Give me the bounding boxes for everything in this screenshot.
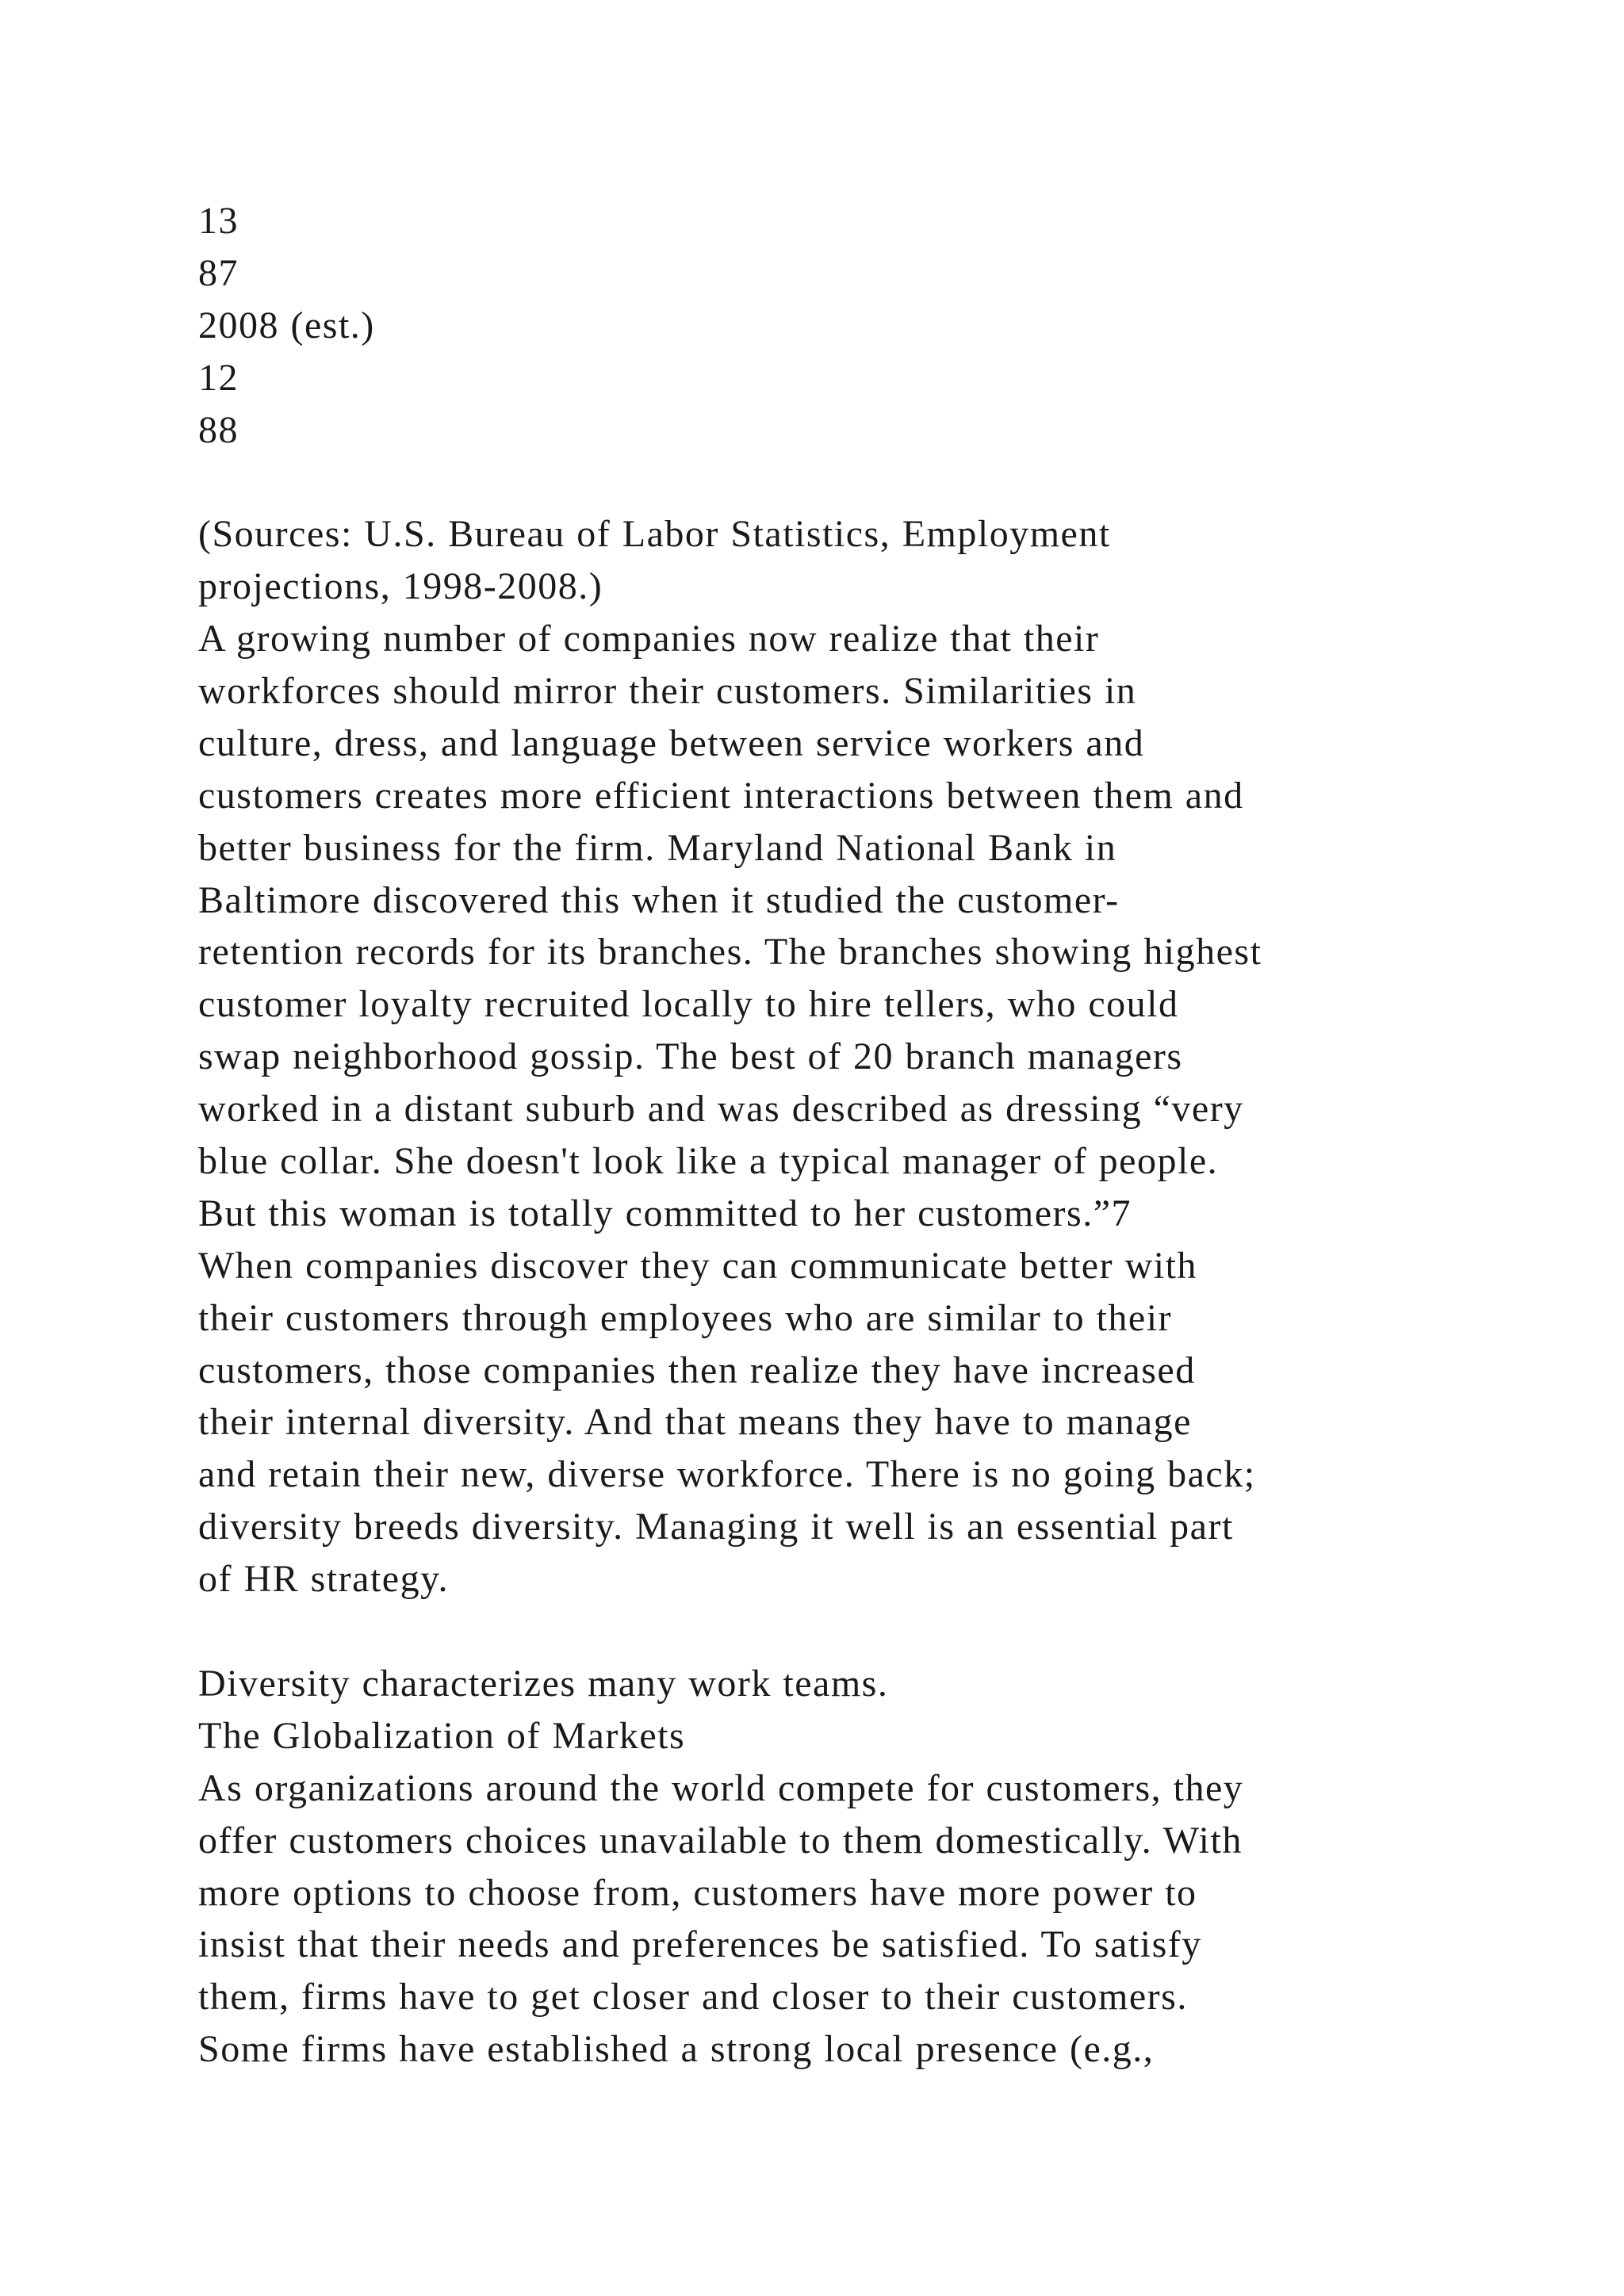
paragraph-line: them, firms have to get closer and closer to their customers. [198,1976,1188,2019]
table-value-12: 12 [198,356,239,399]
table-value-13: 13 [198,200,239,242]
blank-line [198,456,1499,508]
paragraph-line: customers creates more efficient interactions between them and [198,774,1244,817]
paragraph-line: and retain their new, diverse workforce. There is no going back; [198,1453,1256,1496]
table-value-88: 88 [198,408,239,451]
section-heading: The Globalization of Markets [198,1714,686,1757]
paragraph-line: diversity breeds diversity. Managing it well is an essential part [198,1506,1234,1548]
paragraph-line: culture, dress, and language between service workers and [198,721,1145,764]
paragraph-line: offer customers choices unavailable to them domestically. With [198,1819,1243,1862]
sources-line: projections, 1998-2008.) [198,565,603,608]
paragraph-line: of HR strategy. [198,1558,449,1601]
paragraph-line: Some firms have established a strong local presence (e.g., [198,2028,1155,2071]
paragraph-line: workforces should mirror their customers. Similarities in [198,670,1137,713]
paragraph-line: retention records for its branches. The branches showing highest [198,931,1262,974]
caption-line: Diversity characterizes many work teams. [198,1662,889,1705]
blank-line [198,1605,1499,1658]
paragraph-line: When companies discover they can communicate better with [198,1244,1197,1287]
paragraph-line: more options to choose from, customers have more power to [198,1871,1197,1914]
paragraph-line: their internal diversity. And that means they have to manage [198,1401,1192,1444]
paragraph-line: Baltimore discovered this when it studied the customer- [198,878,1120,921]
paragraph-line: swap neighborhood gossip. The best of 20 branch managers [198,1035,1183,1078]
sources-line: (Sources: U.S. Bureau of Labor Statistics, Employment [198,513,1111,556]
paragraph-line: But this woman is totally committed to her customers.”7 [198,1192,1132,1234]
paragraph-line: customer loyalty recruited locally to hire tellers, who could [198,983,1179,1026]
paragraph-line: blue collar. She doesn't look like a typical manager of people. [198,1140,1219,1183]
paragraph-line: customers, those companies then realize they have increased [198,1349,1196,1391]
document-text [198,195,1499,2076]
table-value-87: 87 [198,251,239,294]
paragraph-line: their customers through employees who are similar to their [198,1296,1173,1339]
paragraph-line: better business for the firm. Maryland National Bank in [198,826,1117,869]
paragraph-line: As organizations around the world compete for customers, they [198,1766,1244,1809]
table-year-2008: 2008 (est.) [198,304,375,346]
paragraph-line: worked in a distant suburb and was described as dressing “very [198,1088,1244,1131]
paragraph-line: A growing number of companies now realize that their [198,618,1100,660]
paragraph-line: insist that their needs and preferences be satisfied. To satisfy [198,1923,1202,1966]
